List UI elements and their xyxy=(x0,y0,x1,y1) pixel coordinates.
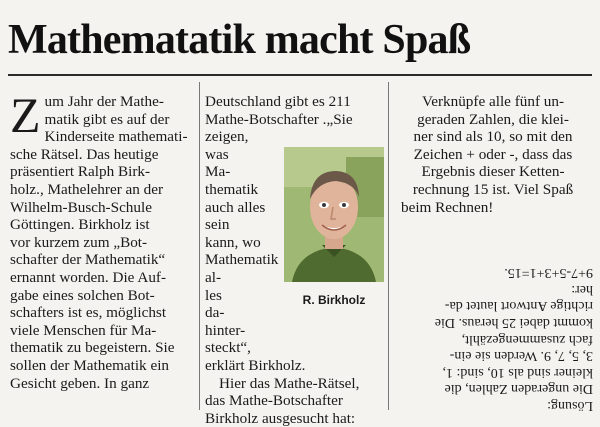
text-line: was xyxy=(205,145,229,163)
text-line: zeigen, xyxy=(205,128,249,146)
text-line: Göttingen. Birkholz ist xyxy=(10,216,150,234)
text-line: auch alles xyxy=(205,198,266,216)
text-line: thematik xyxy=(205,180,259,198)
text-line: erklärt Birkholz. xyxy=(205,356,306,374)
text-line: Kinderseite mathemati- xyxy=(44,128,188,146)
text-line: Mathematik xyxy=(205,251,279,269)
text-line: richtige Antwort lautet da- xyxy=(444,298,593,314)
text-line: les xyxy=(205,286,222,304)
puzzle-text xyxy=(395,93,591,216)
text-line: beim Rechnen! xyxy=(401,198,494,216)
text-line: rechnung 15 ist. Viel Spaß xyxy=(412,180,574,198)
article-column-1 xyxy=(10,87,196,392)
text-line: kleiner sind als 10, sind: 1, xyxy=(442,364,593,380)
headline: Mathematatik macht Spaß xyxy=(8,17,471,63)
text-line: schafter der Mathematik“ xyxy=(10,251,166,269)
text-line: da- xyxy=(205,304,225,322)
text-line: ernannt worden. Die Auf- xyxy=(10,268,167,286)
text-line: Mathe-Botschafter .„Sie xyxy=(205,110,353,128)
text-line: ner sind als 10, so mit den xyxy=(413,128,573,146)
text-line: schafters ist es, möglichst xyxy=(10,304,167,322)
text-line: das Mathe-Botschafter xyxy=(205,392,343,410)
text-line: al- xyxy=(205,268,222,286)
top-rule xyxy=(8,74,592,76)
text-line: vor kurzem zum „Bot- xyxy=(10,233,148,251)
text-line: gabe eines solchen Bot- xyxy=(10,286,155,304)
text-line: Zeichen + oder -, dass das xyxy=(413,145,573,163)
text-line: kann, wo xyxy=(205,233,261,251)
solution-upside-down xyxy=(393,235,593,413)
text-line: fach zusammengezählt, xyxy=(461,331,593,347)
text-line: kommt dabei 25 heraus. Die xyxy=(434,315,593,331)
text-line: sein xyxy=(205,216,230,234)
text-line: hinter- xyxy=(205,321,246,339)
text-line: viele Menschen für Ma- xyxy=(10,321,157,339)
text-line: her: xyxy=(571,281,593,297)
text-line: Ma- xyxy=(205,163,231,181)
text-line: holz., Mathelehrer an der xyxy=(10,180,164,198)
photo-caption: R. Birkholz xyxy=(302,293,366,307)
text-line: Gesicht geben. In ganz xyxy=(10,374,150,392)
text-line: sollen der Mathematik ein xyxy=(10,356,170,374)
text-line: Die ungeraden Zahlen, die xyxy=(444,381,593,397)
text-line: steckt“, xyxy=(205,339,251,357)
text-line: Hier das Mathe-Rätsel, xyxy=(219,374,360,392)
text-line: thematik zu begeistern. Sie xyxy=(10,339,175,357)
text-line: geraden Zahlen, die klei- xyxy=(417,110,569,128)
text-line: Verknüpfe alle fünf un- xyxy=(421,93,565,110)
text-line: um Jahr der Mathe- xyxy=(44,93,164,110)
text-line: Birkholz ausgesucht hat: xyxy=(205,409,356,427)
text-line: 3, 5, 7, 9. Werden sie ein- xyxy=(449,348,593,364)
column-divider-right xyxy=(388,82,389,410)
text-line: Ergebnis dieser Ketten- xyxy=(421,163,565,181)
text-line: sche Rätsel. Das heutige xyxy=(10,145,159,163)
text-line: Wilhelm-Busch-Schule xyxy=(10,198,152,216)
dropcap: Z xyxy=(10,87,41,143)
text-line: Deutschland gibt es 211 xyxy=(205,93,351,110)
portrait-photo xyxy=(284,147,384,282)
text-line: 9+7-5+3+1=15. xyxy=(504,265,593,281)
text-line: matik gibt es auf der xyxy=(44,110,170,128)
text-line: Lösung: xyxy=(547,398,593,413)
text-line: präsentiert Ralph Birk- xyxy=(10,163,151,181)
column-divider-left xyxy=(199,82,200,410)
